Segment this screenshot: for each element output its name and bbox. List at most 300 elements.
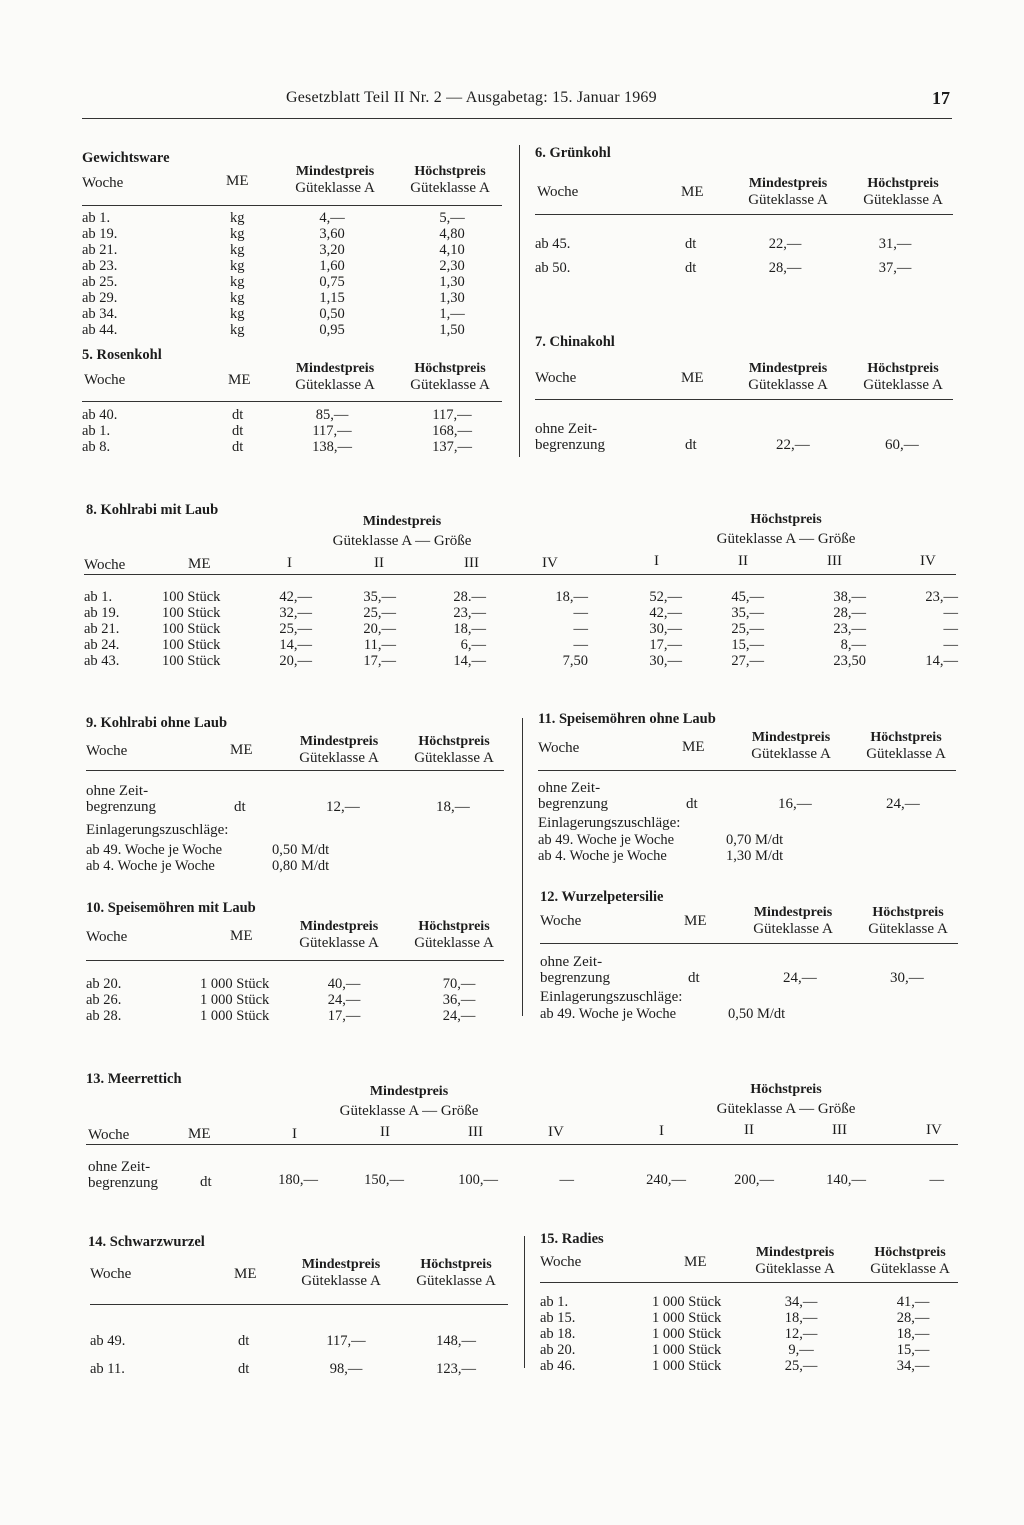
- table-cell: ab 20.: [540, 1342, 576, 1358]
- table-row: [536, 848, 956, 864]
- table-cell: 25,—: [279, 621, 312, 637]
- table-row: [84, 1172, 964, 1188]
- table-cell: ab 45.: [535, 236, 571, 252]
- col-woche: Woche: [86, 929, 128, 945]
- section-gruenkohl: [533, 144, 958, 284]
- table-cell: kg: [230, 226, 245, 242]
- table-cell: 140,—: [826, 1172, 866, 1188]
- table-cell: ab 21.: [84, 621, 120, 637]
- table-cell: ab 26.: [86, 992, 122, 1008]
- table-cell: 38,—: [833, 589, 866, 605]
- section-title: 12. Wurzelpetersilie: [540, 889, 664, 905]
- table-cell: dt: [238, 1361, 250, 1377]
- table-cell: 42,—: [279, 589, 312, 605]
- table-cell: 28.—: [453, 589, 486, 605]
- table-rule: [86, 770, 504, 771]
- col-mindestpreis: Mindestpreis Güteklasse A: [748, 361, 828, 393]
- table-rule: [538, 770, 956, 771]
- table-row: [538, 1358, 958, 1374]
- table-row: [535, 260, 955, 276]
- col-mindestpreis: Mindestpreis Güteklasse A: [295, 164, 375, 196]
- table-row: [82, 407, 502, 423]
- table-cell: dt: [232, 407, 244, 423]
- table-cell: kg: [230, 242, 245, 258]
- table-cell: 25,—: [731, 621, 764, 637]
- col-min-IV: IV: [548, 1124, 564, 1140]
- table-cell: 200,—: [734, 1172, 774, 1188]
- table-cell: 85,—: [315, 407, 349, 423]
- section-title: 8. Kohlrabi mit Laub: [86, 502, 219, 518]
- table-cell: 3,20: [319, 242, 345, 258]
- table-cell: kg: [230, 274, 245, 290]
- ohne-zeit-2: begrenzung: [86, 799, 156, 815]
- header-rule: [82, 118, 952, 119]
- table-cell: 1,60: [319, 258, 345, 274]
- col-woche: Woche: [540, 913, 582, 929]
- table-cell: 40,—: [327, 976, 361, 992]
- col-me: ME: [230, 928, 253, 944]
- col-me: ME: [226, 173, 249, 189]
- table-cell: ab 49. Woche je Woche: [86, 842, 223, 858]
- table-rule: [82, 205, 502, 206]
- table-cell: 18,—: [896, 1326, 930, 1342]
- table-cell: 180,—: [278, 1172, 318, 1188]
- table-cell: 117,—: [312, 423, 352, 439]
- table-row: [538, 1342, 958, 1358]
- table-cell: 1 000 Stück: [652, 1342, 722, 1358]
- col-me: ME: [188, 1126, 211, 1142]
- group-hoechstpreis: Höchstpreis Güteklasse A — Größe: [716, 512, 856, 547]
- table-cell: ab 49. Woche je Woche: [540, 1006, 677, 1022]
- table-cell: ab 34.: [82, 306, 118, 322]
- table-cell: ab 29.: [82, 290, 118, 306]
- table-cell: 23,50: [833, 653, 866, 669]
- table-cell: —: [573, 605, 588, 621]
- table-cell: 30,—: [649, 621, 682, 637]
- table-cell: ab 15.: [540, 1310, 576, 1326]
- table-rule: [86, 960, 504, 961]
- col-me: ME: [230, 742, 253, 758]
- col-me: ME: [681, 370, 704, 386]
- table-cell: 0,50 M/dt: [728, 1006, 786, 1022]
- table-cell: 15,—: [896, 1342, 930, 1358]
- table-cell: 100 Stück: [162, 621, 221, 637]
- table-cell: 98,—: [329, 1361, 363, 1377]
- section-meerrettich: [84, 1070, 964, 1200]
- table-cell: 20,—: [363, 621, 396, 637]
- group-mindestpreis: Mindestpreis Güteklasse A — Größe: [332, 514, 472, 549]
- min-value: 16,—: [778, 796, 812, 812]
- table-cell: 17,—: [363, 653, 396, 669]
- table-cell: 1,30: [439, 274, 465, 290]
- col-hoechstpreis: Höchstpreis Güteklasse A: [870, 1245, 950, 1277]
- table-cell: 23,—: [833, 621, 866, 637]
- page-number: 17: [932, 88, 950, 108]
- section-title: 14. Schwarzwurzel: [88, 1234, 205, 1250]
- table-cell: 1 000 Stück: [652, 1310, 722, 1326]
- table-cell: 12,—: [784, 1326, 818, 1342]
- table-cell: 240,—: [646, 1172, 686, 1188]
- table-row: [84, 992, 504, 1008]
- col-min-I: I: [292, 1126, 297, 1142]
- column-divider: [522, 718, 523, 1016]
- col-mindestpreis: Mindestpreis Güteklasse A: [299, 919, 379, 951]
- col-max-II: II: [744, 1122, 754, 1138]
- col-hoechstpreis: Höchstpreis Güteklasse A: [414, 919, 494, 951]
- table-rule: [82, 401, 502, 402]
- table-cell: ab 8.: [82, 439, 111, 455]
- table-cell: 1 000 Stück: [200, 976, 270, 992]
- table-cell: 31,—: [878, 236, 912, 252]
- table-cell: 0,50 M/dt: [272, 842, 330, 858]
- table-cell: ab 20.: [86, 976, 122, 992]
- table-cell: 18,—: [784, 1310, 818, 1326]
- max-value: 18,—: [436, 799, 470, 815]
- table-rule: [535, 214, 953, 215]
- table-cell: 28,—: [896, 1310, 930, 1326]
- ohne-zeit-2: begrenzung: [540, 970, 610, 986]
- section-title: 7. Chinakohl: [535, 334, 615, 350]
- table-cell: ab 18.: [540, 1326, 576, 1342]
- table-cell: 14,—: [453, 653, 486, 669]
- col-max-IV: IV: [926, 1122, 942, 1138]
- table-cell: 5,—: [439, 210, 465, 226]
- table-row: [82, 258, 502, 274]
- table-cell: ab 23.: [82, 258, 118, 274]
- table-cell: 1,15: [319, 290, 345, 306]
- table-cell: kg: [230, 210, 245, 226]
- col-hoechstpreis: Höchstpreis Güteklasse A: [410, 164, 490, 196]
- page-header-title: Gesetzblatt Teil II Nr. 2 — Ausgabetag: 15. Januar 1969: [286, 89, 657, 106]
- table-row: [82, 306, 502, 322]
- table-cell: 1,—: [439, 306, 465, 322]
- table-cell: 148,—: [436, 1333, 476, 1349]
- table-row: [84, 1008, 504, 1024]
- table-row: [82, 290, 502, 306]
- table-cell: 23,—: [925, 589, 958, 605]
- table-cell: 36,—: [442, 992, 476, 1008]
- table-cell: 37,—: [878, 260, 912, 276]
- table-cell: 0,95: [319, 322, 345, 338]
- me-value: dt: [200, 1174, 212, 1190]
- max-value: 24,—: [886, 796, 920, 812]
- table-cell: 1 000 Stück: [652, 1326, 722, 1342]
- table-row: [82, 242, 502, 258]
- table-cell: 1,30: [439, 290, 465, 306]
- table-rule: [535, 399, 953, 400]
- table-cell: dt: [685, 236, 697, 252]
- section-rosenkohl: [80, 347, 505, 462]
- table-rule: [540, 943, 958, 944]
- table-cell: —: [573, 637, 588, 653]
- table-rule: [86, 1144, 958, 1145]
- ohne-zeit-2: begrenzung: [538, 796, 608, 812]
- table-cell: 42,—: [649, 605, 682, 621]
- col-woche: Woche: [84, 557, 126, 573]
- table-cell: 30,—: [649, 653, 682, 669]
- col-woche: Woche: [535, 370, 577, 386]
- section-chinakohl: [533, 333, 958, 463]
- table-cell: ab 11.: [90, 1361, 125, 1377]
- col-mindestpreis: Mindestpreis Güteklasse A: [753, 905, 833, 937]
- me-value: dt: [688, 970, 700, 986]
- section-title: 9. Kohlrabi ohne Laub: [86, 715, 228, 731]
- col-me: ME: [682, 739, 705, 755]
- table-cell: ab 24.: [84, 637, 120, 653]
- col-woche: Woche: [90, 1266, 132, 1282]
- min-value: 12,—: [326, 799, 360, 815]
- table-cell: 15,—: [731, 637, 764, 653]
- table-cell: kg: [230, 322, 245, 338]
- table-row: [82, 439, 502, 455]
- table-row: [82, 274, 502, 290]
- col-hoechstpreis: Höchstpreis Güteklasse A: [410, 361, 490, 393]
- table-cell: 18,—: [555, 589, 588, 605]
- table-cell: ab 46.: [540, 1358, 576, 1374]
- ohne-zeit-1: ohne Zeit-: [538, 780, 601, 796]
- table-cell: 35,—: [363, 589, 396, 605]
- ohne-zeit-1: ohne Zeit-: [86, 783, 149, 799]
- table-cell: 150,—: [364, 1172, 404, 1188]
- min-value: 22,—: [776, 437, 810, 453]
- table-row: [84, 842, 504, 858]
- table-cell: 52,—: [649, 589, 682, 605]
- section-title: Gewichtsware: [82, 150, 170, 166]
- table-cell: kg: [230, 258, 245, 274]
- table-cell: 24,—: [442, 1008, 476, 1024]
- table-cell: ab 28.: [86, 1008, 122, 1024]
- section-radies: [538, 1231, 963, 1381]
- table-cell: 24,—: [327, 992, 361, 1008]
- table-cell: —: [559, 1172, 574, 1188]
- table-cell: 123,—: [436, 1361, 476, 1377]
- table-cell: 7,50: [562, 653, 588, 669]
- col-min-IV: IV: [542, 555, 558, 571]
- table-cell: 27,—: [731, 653, 764, 669]
- table-cell: 14,—: [279, 637, 312, 653]
- table-rule: [90, 1304, 508, 1305]
- column-divider: [519, 145, 520, 457]
- table-cell: 0,75: [319, 274, 345, 290]
- table-cell: 18,—: [453, 621, 486, 637]
- table-cell: ab 1.: [82, 210, 111, 226]
- table-cell: 117,—: [326, 1333, 366, 1349]
- ohne-zeit-2: begrenzung: [535, 437, 605, 453]
- table-cell: 41,—: [896, 1294, 930, 1310]
- table-cell: dt: [232, 423, 244, 439]
- table-cell: —: [943, 637, 958, 653]
- col-mindestpreis: Mindestpreis Güteklasse A: [748, 176, 828, 208]
- col-woche: Woche: [84, 372, 126, 388]
- table-cell: 117,—: [432, 407, 472, 423]
- table-cell: 100 Stück: [162, 637, 221, 653]
- table-cell: 45,—: [731, 589, 764, 605]
- table-cell: 3,60: [319, 226, 345, 242]
- einlagerung-label: Einlagerungszuschläge:: [538, 815, 681, 831]
- table-cell: dt: [238, 1333, 250, 1349]
- table-cell: ab 1.: [82, 423, 111, 439]
- table-cell: 1,50: [439, 322, 465, 338]
- col-hoechstpreis: Höchstpreis Güteklasse A: [416, 1257, 496, 1289]
- section-speisemoehren-ohne-laub: [536, 711, 961, 871]
- section-title: 13. Meerrettich: [86, 1071, 182, 1087]
- table-cell: kg: [230, 290, 245, 306]
- col-max-I: I: [654, 553, 659, 569]
- table-cell: dt: [232, 439, 244, 455]
- table-row: [82, 322, 502, 338]
- col-min-III: III: [468, 1124, 483, 1140]
- table-cell: —: [943, 621, 958, 637]
- section-wurzelpetersilie: [538, 889, 963, 1029]
- table-cell: 23,—: [453, 605, 486, 621]
- col-max-I: I: [659, 1123, 664, 1139]
- table-cell: 11,—: [363, 637, 396, 653]
- table-cell: —: [929, 1172, 944, 1188]
- col-hoechstpreis: Höchstpreis Güteklasse A: [863, 176, 943, 208]
- table-cell: 100 Stück: [162, 589, 221, 605]
- col-woche: Woche: [537, 184, 579, 200]
- max-value: 30,—: [890, 970, 924, 986]
- table-cell: ab 50.: [535, 260, 571, 276]
- table-cell: ab 4. Woche je Woche: [86, 858, 215, 874]
- col-me: ME: [684, 1254, 707, 1270]
- section-title: 6. Grünkohl: [535, 145, 611, 161]
- table-cell: 70,—: [442, 976, 476, 992]
- table-cell: ab 43.: [84, 653, 120, 669]
- table-cell: ab 49. Woche je Woche: [538, 832, 675, 848]
- col-max-II: II: [738, 553, 748, 569]
- table-cell: 1 000 Stück: [200, 992, 270, 1008]
- section-title: 10. Speisemöhren mit Laub: [86, 900, 256, 916]
- table-cell: —: [943, 605, 958, 621]
- table-cell: 100 Stück: [162, 653, 221, 669]
- me-value: dt: [685, 437, 697, 453]
- section-title: 15. Radies: [540, 1231, 604, 1247]
- table-row: [86, 1333, 506, 1349]
- table-cell: ab 21.: [82, 242, 118, 258]
- table-cell: —: [573, 621, 588, 637]
- col-min-I: I: [287, 555, 292, 571]
- col-hoechstpreis: Höchstpreis Güteklasse A: [863, 361, 943, 393]
- col-max-III: III: [827, 553, 842, 569]
- table-row: [82, 210, 502, 226]
- table-row: [86, 1361, 506, 1377]
- table-cell: 25,—: [784, 1358, 818, 1374]
- table-cell: ab 1.: [540, 1294, 569, 1310]
- table-cell: 1,30 M/dt: [726, 848, 784, 864]
- col-me: ME: [228, 372, 251, 388]
- table-row: [82, 589, 962, 605]
- table-cell: 168,—: [432, 423, 472, 439]
- table-cell: 100 Stück: [162, 605, 221, 621]
- table-row: [82, 423, 502, 439]
- table-cell: 34,—: [896, 1358, 930, 1374]
- table-cell: 28,—: [833, 605, 866, 621]
- me-value: dt: [686, 796, 698, 812]
- col-hoechstpreis: Höchstpreis Güteklasse A: [414, 734, 494, 766]
- col-min-II: II: [380, 1124, 390, 1140]
- col-mindestpreis: Mindestpreis Güteklasse A: [295, 361, 375, 393]
- table-cell: 17,—: [649, 637, 682, 653]
- col-mindestpreis: Mindestpreis Güteklasse A: [755, 1245, 835, 1277]
- table-cell: 9,—: [788, 1342, 814, 1358]
- section-gewichtsware: [80, 148, 505, 348]
- col-me: ME: [188, 556, 211, 572]
- ohne-zeit-2: begrenzung: [88, 1175, 158, 1191]
- table-cell: dt: [685, 260, 697, 276]
- ohne-zeit-1: ohne Zeit-: [535, 421, 598, 437]
- col-woche: Woche: [82, 175, 124, 191]
- col-me: ME: [234, 1266, 257, 1282]
- table-row: [82, 637, 962, 653]
- col-woche: Woche: [88, 1127, 130, 1143]
- col-mindestpreis: Mindestpreis Güteklasse A: [301, 1257, 381, 1289]
- col-woche: Woche: [538, 740, 580, 756]
- section-title: 5. Rosenkohl: [82, 347, 162, 363]
- table-row: [82, 605, 962, 621]
- table-cell: ab 19.: [84, 605, 120, 621]
- table-cell: 34,—: [784, 1294, 818, 1310]
- table-row: [82, 226, 502, 242]
- col-hoechstpreis: Höchstpreis Güteklasse A: [868, 905, 948, 937]
- table-row: [536, 832, 956, 848]
- group-hoechstpreis: Höchstpreis Güteklasse A — Größe: [716, 1082, 856, 1117]
- col-mindestpreis: Mindestpreis Güteklasse A: [751, 730, 831, 762]
- min-value: 24,—: [783, 970, 817, 986]
- table-row: [538, 1326, 958, 1342]
- table-cell: ab 4. Woche je Woche: [538, 848, 667, 864]
- table-cell: 1 000 Stück: [200, 1008, 270, 1024]
- ohne-zeit-1: ohne Zeit-: [540, 954, 603, 970]
- einlagerung-label: Einlagerungszuschläge:: [86, 822, 229, 838]
- table-cell: 0,70 M/dt: [726, 832, 784, 848]
- col-min-III: III: [464, 555, 479, 571]
- table-cell: 17,—: [327, 1008, 361, 1024]
- table-rule: [84, 574, 956, 575]
- group-mindestpreis: Mindestpreis Güteklasse A — Größe: [339, 1084, 479, 1119]
- table-cell: 20,—: [279, 653, 312, 669]
- max-value: 60,—: [885, 437, 919, 453]
- table-rule: [540, 1282, 958, 1283]
- table-cell: ab 1.: [84, 589, 113, 605]
- table-cell: 4,80: [439, 226, 465, 242]
- table-cell: ab 49.: [90, 1333, 126, 1349]
- table-cell: 4,—: [319, 210, 345, 226]
- ohne-zeit-1: ohne Zeit-: [88, 1159, 151, 1175]
- table-cell: ab 19.: [82, 226, 118, 242]
- col-min-II: II: [374, 555, 384, 571]
- table-cell: 4,10: [439, 242, 465, 258]
- table-cell: ab 44.: [82, 322, 118, 338]
- section-schwarzwurzel: [86, 1234, 511, 1384]
- table-cell: 1 000 Stück: [652, 1294, 722, 1310]
- col-me: ME: [681, 184, 704, 200]
- table-row: [84, 976, 504, 992]
- col-mindestpreis: Mindestpreis Güteklasse A: [299, 734, 379, 766]
- table-cell: 32,—: [279, 605, 312, 621]
- table-cell: 137,—: [432, 439, 472, 455]
- table-row: [84, 858, 504, 874]
- table-cell: 100,—: [458, 1172, 498, 1188]
- column-divider: [524, 1236, 525, 1368]
- table-row: [538, 1294, 958, 1310]
- col-max-III: III: [832, 1122, 847, 1138]
- table-cell: 2,30: [439, 258, 465, 274]
- col-woche: Woche: [86, 743, 128, 759]
- me-value: dt: [234, 799, 246, 815]
- table-cell: 6,—: [460, 637, 486, 653]
- table-cell: 35,—: [731, 605, 764, 621]
